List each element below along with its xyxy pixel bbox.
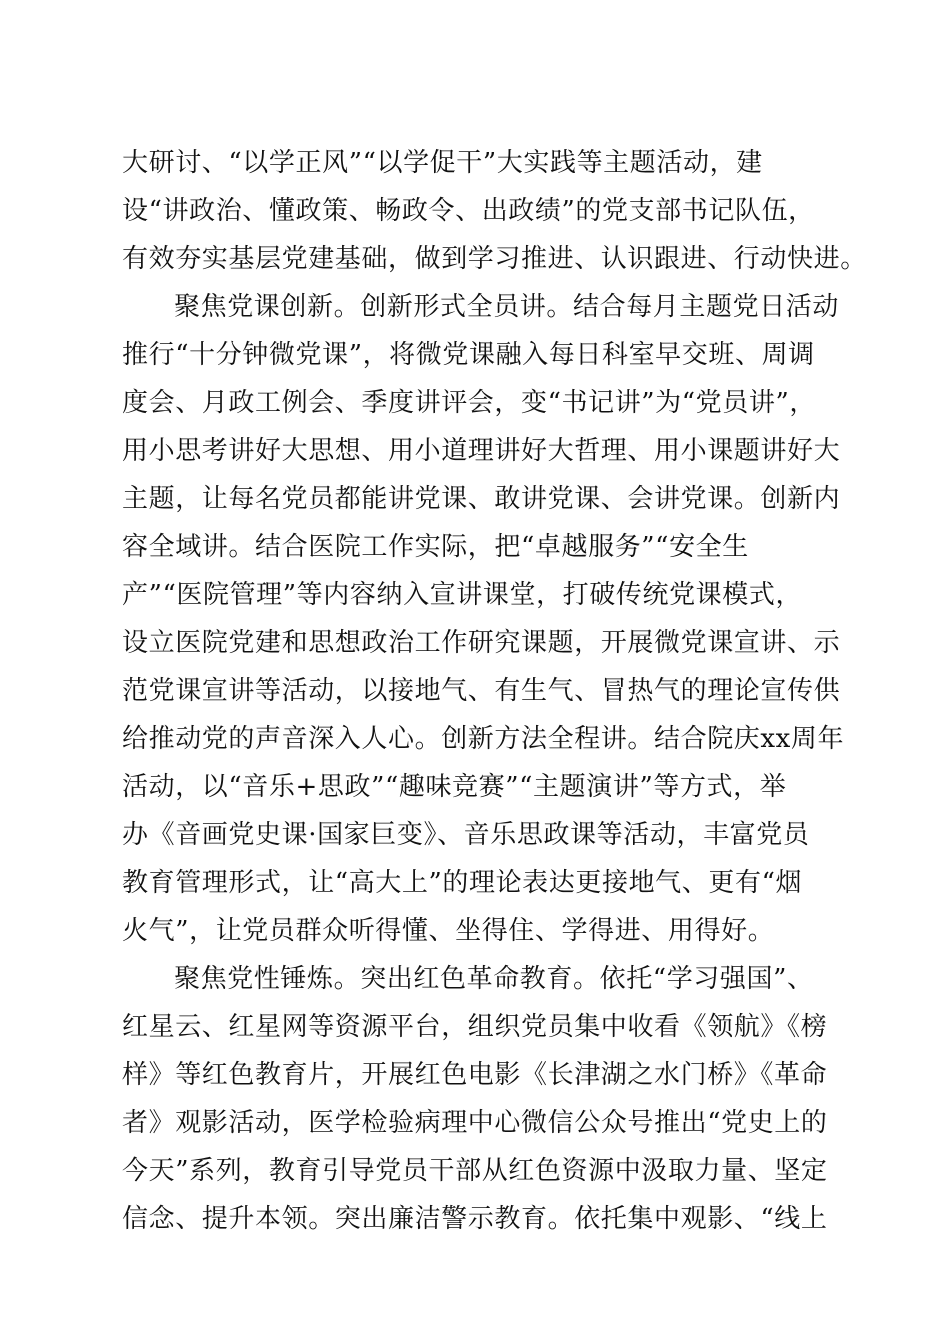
text-line: 红星云、红星网等资源平台，组织党员集中收看《领航》《榜 [122,1012,828,1042]
paragraph-start-line: 聚焦党课创新。创新形式全员讲。结合每月主题党日活动 [174,292,840,322]
text-line: 办《音画党史课·国家巨变》、音乐思政课等活动，丰富党员 [122,820,810,850]
text-line: 今天”系列，教育引导党员干部从红色资源中汲取力量、坚定 [122,1156,828,1186]
text-line: 容全域讲。结合医院工作实际，把“卓越服务”“安全生 [122,532,749,562]
text-line: 产”“医院管理”等内容纳入宣讲课堂，打破传统党课模式， [122,580,803,610]
text-line: 有效夯实基层党建基础，做到学习推进、认识跟进、行动快进。 [122,244,867,274]
text-line: 设立医院党建和思想政治工作研究课题，开展微党课宣讲、示 [122,628,841,658]
paragraph-start-line: 聚焦党性锤炼。突出红色革命教育。依托“学习强国”、 [174,964,814,994]
text-line: 用小思考讲好大思想、用小道理讲好大哲理、用小课题讲好大 [122,436,841,466]
text-line: 活动，以“音乐+思政”“趣味竞赛”“主题演讲”等方式，举 [122,772,787,802]
text-line: 教育管理形式，让“高大上”的理论表达更接地气、更有“烟 [122,868,803,898]
text-line: 者》观影活动，医学检验病理中心微信公众号推出“党史上的 [122,1108,828,1138]
text-line: 样》等红色教育片，开展红色电影《长津湖之水门桥》《革命 [122,1060,828,1090]
text-line: 范党课宣讲等活动，以接地气、有生气、冒热气的理论宣传供 [122,676,841,706]
text-line: 给推动党的声音深入人心。创新方法全程讲。结合院庆xx周年 [122,724,845,754]
text-line: 推行“十分钟微党课”，将微党课融入每日科室早交班、周调 [122,340,815,370]
text-line: 主题，让每名党员都能讲党课、敢讲党课、会讲党课。创新内 [122,484,841,514]
text-line: 度会、月政工例会、季度讲评会，变“书记讲”为“党员讲”， [122,388,816,418]
text-line: 火气”，让党员群众听得懂、坐得住、学得进、用得好。 [122,916,775,946]
text-line: 信念、提升本领。突出廉洁警示教育。依托集中观影、“线上 [122,1204,828,1234]
text-line: 大研讨、“以学正风”“以学促干”大实践等主题活动，建 [122,148,763,178]
text-line: 设“讲政治、懂政策、畅政令、出政绩”的党支部书记队伍， [122,196,815,226]
